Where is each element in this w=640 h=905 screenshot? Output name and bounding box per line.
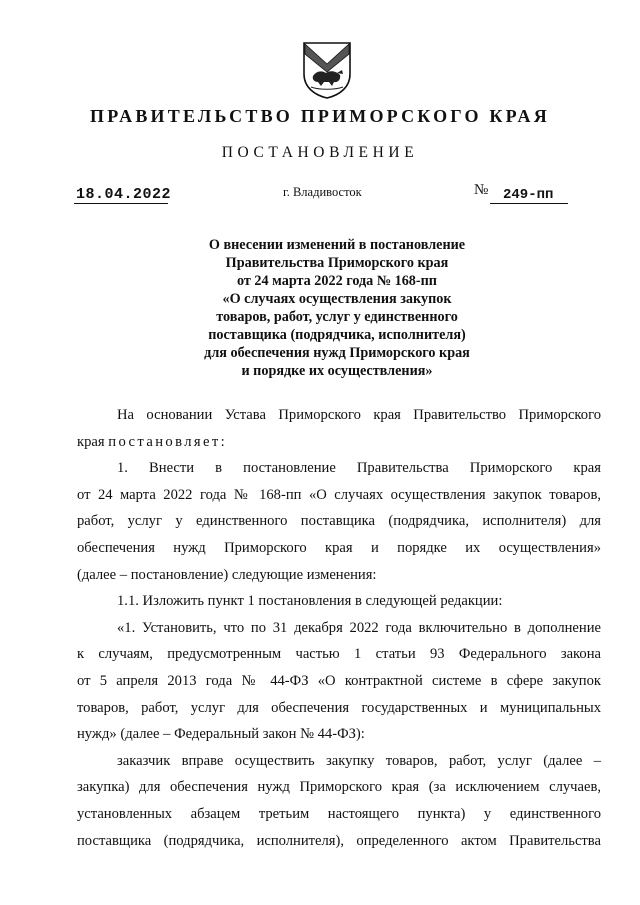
body-line: работ, услуг у единственного поставщика (подрядчика, исполнителя) для [77, 513, 601, 530]
body-text: края [77, 433, 109, 450]
date-underline [74, 203, 168, 204]
number-sign: № [474, 182, 489, 198]
body-line: На основании Устава Приморского края Правительство Приморского [117, 407, 601, 423]
subject-line: поставщика (подрядчика, исполнителя) [208, 327, 466, 343]
subject-line: «О случаях осуществления закупок [222, 291, 452, 307]
coat-of-arms-icon [301, 40, 353, 100]
number-underline [490, 203, 568, 204]
body-line: от 24 марта 2022 года № 168-пп «О случаях осуществления закупок товаров, [77, 486, 601, 503]
body-line: (далее – постановление) следующие изменения: [77, 566, 377, 583]
document-body [77, 402, 601, 854]
document-city: г. Владивосток [283, 185, 362, 199]
body-line: товаров, работ, услуг для обеспечения государственных и муниципальных [77, 699, 601, 716]
body-line: от 5 апреля 2013 года № 44-ФЗ «О контрактной системе в сфере закупок [77, 672, 601, 689]
body-line: поставщика (подрядчика, исполнителя), определенного актом Правительства [77, 832, 601, 849]
body-line: нужд» (далее – Федеральный закон № 44-ФЗ): [77, 726, 365, 743]
government-title: ПРАВИТЕЛЬСТВО ПРИМОРСКОГО КРАЯ [90, 106, 550, 126]
subject-line: Правительства Приморского края [225, 255, 449, 271]
body-emphasis: постановляет: [108, 433, 228, 450]
body-line [77, 429, 601, 456]
body-line: закупка) для обеспечения нужд Приморского края (за исключением случаев, [77, 779, 601, 796]
body-line: 1. Внести в постановление Правительства Приморского края [117, 460, 601, 477]
subject-line: и порядке их осуществления» [241, 363, 433, 379]
subject-line: О внесении изменений в постановление [208, 237, 466, 253]
subject-line: товаров, работ, услуг у единственного [216, 309, 458, 325]
document-number: 249-пп [503, 187, 554, 203]
document-type: ПОСТАНОВЛЕНИЕ [221, 144, 419, 161]
body-line: заказчик вправе осуществить закупку товаров, работ, услуг (далее – [117, 752, 601, 769]
document-subject [150, 236, 524, 380]
body-line: установленных абзацем третьим настоящего пункта) у единственного [77, 805, 601, 822]
body-line: «1. Установить, что по 31 декабря 2022 года включительно в дополнение [117, 619, 601, 636]
subject-line: от 24 марта 2022 года № 168-пп [237, 273, 437, 289]
subject-line: для обеспечения нужд Приморского края [204, 345, 470, 361]
body-line: 1.1. Изложить пункт 1 постановления в следующей редакции: [117, 593, 503, 610]
document-date: 18.04.2022 [76, 186, 172, 203]
body-line: обеспечения нужд Приморского края и порядке их осуществления» [77, 539, 601, 556]
body-line: к случаям, предусмотренным частью 1 статьи 93 Федерального закона [77, 646, 601, 663]
